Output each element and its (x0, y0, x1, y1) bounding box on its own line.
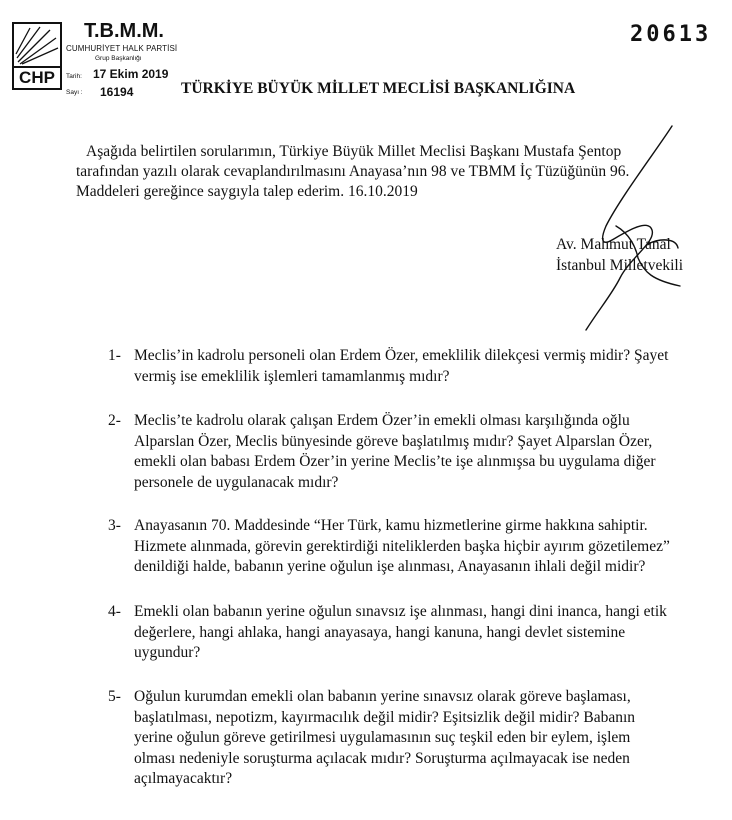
question-number: 1- (108, 347, 121, 364)
question-line: personele de uygulanacak mıdır? (134, 473, 339, 491)
question-line: uygundur? (134, 644, 201, 661)
handwritten-signature (560, 108, 720, 348)
party-logo-rays-icon (14, 24, 60, 66)
stamp-org: T.B.M.M. (84, 20, 164, 42)
question-number: 2- (108, 412, 121, 429)
question-4 (108, 602, 708, 664)
question-number: 4- (108, 603, 121, 620)
signature-title: İstanbul Milletvekili (556, 257, 683, 274)
document-number: 20613 (630, 22, 712, 47)
question-line: Anayasanın 70. Maddesinde “Her Türk, kamu hizmetlerine girme hakkına sahiptir. (134, 517, 648, 534)
intro-line: tarafından yazılı olarak cevaplandırılmasını Anayasa’nın 98 ve TBMM İç Tüzüğünün 96. (76, 163, 630, 180)
question-line: Alparslan Özer, Meclis bünyesinde göreve başlatılmış mıdır? Şayet Alparslan Özer, (134, 432, 653, 450)
stamp-number-label: Sayı : (66, 89, 83, 96)
question-number: 3- (108, 517, 121, 534)
question-line: Oğulun kurumdan emekli olan babanın yerine sınavsız olarak göreve başlaması, (134, 688, 631, 705)
stamp-date-value: 17 Ekim 2019 (93, 67, 169, 81)
question-line: açılmayacaktır? (134, 770, 233, 787)
stamp-party: CUMHURİYET HALK PARTİSİ (66, 44, 178, 53)
question-1 (108, 346, 708, 387)
question-line: Hizmete alınmada, görevin gerektirdiği niteliklerden başka hiçbir ayırım gözetilemez” (134, 537, 670, 555)
question-line: yerine oğulun göreve getirilmesi uygulamasının suç teşkil eden bir eylem, işlem (134, 729, 631, 746)
signature-block (556, 234, 683, 276)
question-number: 5- (108, 688, 121, 705)
question-line: Meclis’in kadrolu personeli olan Erdem Özer, emeklilik dilekçesi vermiş midir? Şayet (134, 347, 669, 364)
question-line: emekli olan babası Erdem Özer’in yerine Meclis’te işe alınmışsa bu uygulama diğer (134, 453, 656, 470)
question-3 (108, 516, 708, 578)
document-heading: TÜRKİYE BÜYÜK MİLLET MECLİSİ BAŞKANLIĞINA (181, 80, 576, 97)
intro-line: Aşağıda belirtilen sorularımın, Türkiye Büyük Millet Meclisi Başkanı Mustafa Şentop (86, 143, 622, 160)
question-line: başlatılması, nepotizm, kayırmacılık değil midir? Eşitsizlik değil midir? Babanın (134, 708, 636, 726)
question-line: değerlere, hangi ahlaka, hangi anayasaya, hangi kanuna, hangi devlet sistemine (134, 623, 626, 641)
signature-name: Av. Mahmut Tanal (556, 236, 671, 253)
question-line: vermiş ise emeklilik işlemleri tamamlanmış mıdır? (134, 367, 450, 385)
question-5 (108, 687, 708, 790)
question-line: olması nedeniyle soruşturma açılacak mıdır? Soruşturma açılmayacak ise neden (134, 749, 630, 767)
stamp-number-value: 16194 (100, 85, 134, 99)
question-line: Meclis’te kadrolu olarak çalışan Erdem Özer’in emekli olması karşılığında oğlu (134, 412, 630, 429)
question-line: Emekli olan babanın yerine oğulun sınavsız işe alınması, hangi dini inanca, hangi etik (134, 603, 667, 620)
stamp-group: Grup Başkanlığı (95, 55, 142, 62)
question-line: denildiği halde, babanın yerine oğulun işe alınması, Anayasanın ihlali değil midir? (134, 558, 646, 575)
stamp-date-label: Tarih: (66, 73, 82, 80)
logo-label: CHP (19, 68, 55, 87)
question-2 (108, 411, 708, 493)
intro-line: Maddeleri gereğince saygıyla talep ederim. 16.10.2019 (76, 183, 418, 200)
